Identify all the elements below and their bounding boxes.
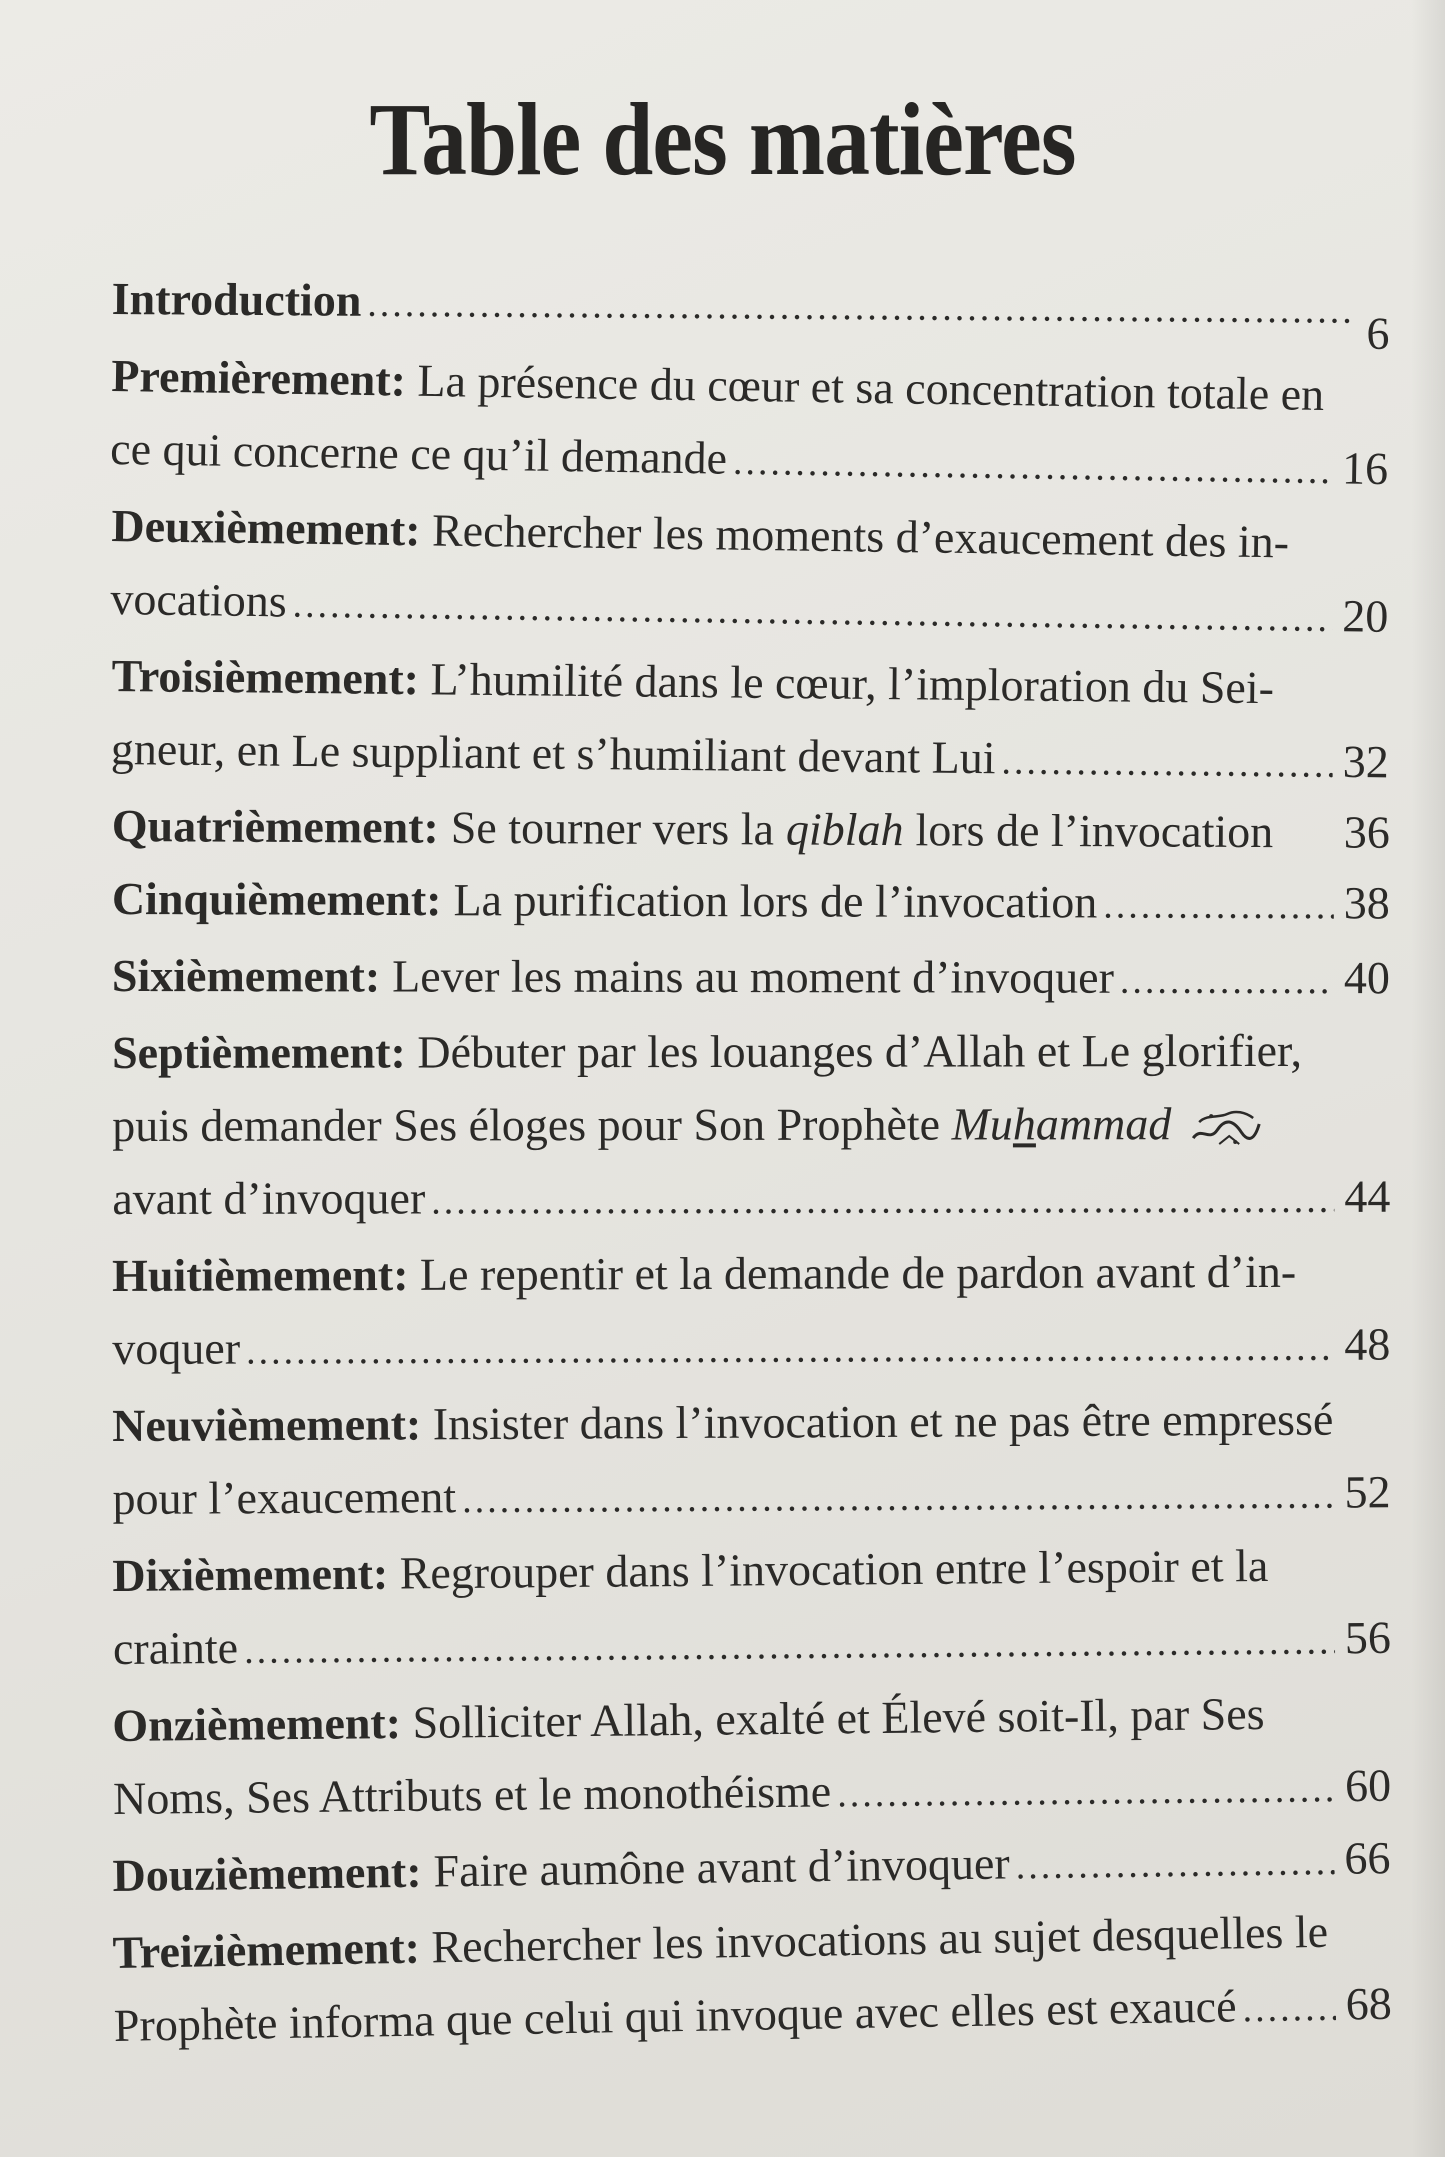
toc-entry-text: Débuter par les louanges d’Allah et Le glorifier, bbox=[417, 1024, 1303, 1078]
dot-leader bbox=[837, 1753, 1336, 1831]
toc-entry-troisiemement[interactable] bbox=[110, 639, 1390, 802]
toc-entry-label: Troisièmement: bbox=[111, 649, 420, 705]
toc-entry-page-number: 38 bbox=[1343, 877, 1390, 929]
toc-entry-premierement[interactable] bbox=[110, 339, 1390, 509]
toc-entry-page-number: 56 bbox=[1344, 1611, 1392, 1664]
toc-entry-label: Neuvièmement: bbox=[112, 1398, 422, 1451]
toc-entry-text-last-line: avant d’invoquer bbox=[112, 1172, 426, 1224]
toc-entry-text: Lever les mains au moment d’invoquer bbox=[392, 950, 1114, 1003]
dot-leader bbox=[1103, 869, 1334, 943]
toc-entry-text: Le repentir et la demande de pardon avant d’in- bbox=[419, 1245, 1297, 1300]
toc-entry-septiemement[interactable] bbox=[112, 1014, 1390, 1239]
toc-entry-text: Insister dans l’invocation et ne pas être empressé bbox=[432, 1393, 1334, 1450]
dot-leader bbox=[462, 1460, 1335, 1538]
page-spine-shadow bbox=[1411, 0, 1445, 2157]
toc-entry-page-number: 66 bbox=[1344, 1832, 1391, 1884]
dot-leader bbox=[732, 426, 1332, 508]
toc-entry-label: Deuxièmement: bbox=[111, 499, 421, 556]
salawat-calligraphy-icon bbox=[1189, 1108, 1263, 1148]
toc-entry-neuviemement[interactable] bbox=[112, 1382, 1391, 1539]
toc-entry-text-last-line: crainte bbox=[112, 1621, 239, 1674]
toc-entry-page-number: 32 bbox=[1342, 735, 1390, 788]
toc-entry-label: Huitièmement: bbox=[112, 1248, 409, 1301]
toc-entry-cinquiemement[interactable] bbox=[112, 862, 1390, 943]
dot-leader bbox=[1001, 725, 1333, 801]
toc-entry-label: Premièrement: bbox=[111, 349, 407, 406]
toc-entry-quatriemement[interactable] bbox=[112, 789, 1390, 869]
toc-entry-page-number: 40 bbox=[1343, 952, 1390, 1004]
toc-entry-onziemement[interactable] bbox=[112, 1676, 1392, 1839]
toc-entry-sixiemement[interactable] bbox=[112, 939, 1390, 1018]
toc-entry-page-number: 20 bbox=[1341, 590, 1389, 642]
dot-leader bbox=[246, 1312, 1334, 1389]
toc-entry-label: Onzièmement: bbox=[112, 1696, 402, 1751]
dot-leader bbox=[244, 1605, 1335, 1688]
toc-entry-text: Rechercher les moments d’exaucement des in- bbox=[431, 504, 1290, 568]
dot-leader bbox=[1242, 1972, 1337, 2047]
toc-entry-text-last-line: voquer bbox=[112, 1322, 241, 1374]
toc-entry-page-number: 44 bbox=[1344, 1170, 1391, 1222]
toc-entry-text-last-line: Prophète informa que celui qui invoque avec elles est exaucé bbox=[113, 1980, 1237, 2051]
toc-entry-page-number: 6 bbox=[1366, 307, 1390, 359]
toc-entry-text-last-line: vocations bbox=[110, 572, 288, 627]
toc-entry-treiziemement[interactable] bbox=[112, 1894, 1392, 2066]
toc-entry-text: Faire aumône avant d’invoquer bbox=[433, 1837, 1010, 1897]
dot-leader bbox=[1015, 1826, 1335, 1903]
toc-entry-text-last-line: gneur, en Le suppliant et s’humiliant devant Lui bbox=[110, 722, 996, 784]
toc-entry-page-number: 48 bbox=[1344, 1318, 1391, 1370]
toc-entry-label: Introduction bbox=[111, 272, 362, 326]
toc-entry-huitiemement[interactable] bbox=[112, 1235, 1391, 1389]
toc-entry-text-last-line: pour l’exaucement bbox=[112, 1471, 457, 1524]
dot-leader bbox=[431, 1164, 1334, 1239]
toc-entry-text: La présence du cœur et sa concentration totale en bbox=[417, 354, 1325, 421]
toc-entry-text: L’humilité dans le cœur, l’imploration du Sei- bbox=[430, 653, 1275, 714]
toc-entry-text-continued: lors de l’invocation bbox=[915, 804, 1274, 858]
toc-entry-label: Douzièmement: bbox=[112, 1845, 422, 1901]
toc-entry-text-last-line: Noms, Ses Attributs et le monothéisme bbox=[112, 1765, 832, 1824]
page-title: Table des matières bbox=[369, 81, 1076, 197]
toc-entry-label: Quatrièmement: bbox=[111, 799, 439, 853]
toc-entry-page-number: 16 bbox=[1341, 442, 1389, 495]
toc-entry-text: Rechercher les invocations au sujet desquelles le bbox=[431, 1905, 1329, 1973]
toc-entry-label: Treizièmement: bbox=[112, 1921, 421, 1978]
dot-leader bbox=[1120, 945, 1334, 1018]
toc-entry-text: Regrouper dans l’invocation entre l’espoir et la bbox=[399, 1539, 1269, 1599]
toc-entry-introduction[interactable] bbox=[111, 262, 1390, 359]
toc-entry-label: Septièmement: bbox=[112, 1026, 406, 1078]
toc-entry-italic-term: qiblah bbox=[785, 803, 904, 856]
toc-entry-page-number: 52 bbox=[1344, 1466, 1391, 1518]
toc-entry-page-number: 60 bbox=[1344, 1759, 1392, 1812]
dot-leader bbox=[367, 268, 1357, 348]
toc-entry-text: La purification lors de l’invocation bbox=[453, 874, 1098, 928]
toc-entry-dixiemement[interactable] bbox=[112, 1528, 1391, 1689]
toc-entry-text: Se tourner vers la bbox=[450, 801, 775, 855]
toc-entry-page-number: 36 bbox=[1343, 806, 1390, 858]
toc-entry-text-last-line: ce qui concerne ce qu’il demande bbox=[109, 422, 728, 484]
toc-entry-deuxiemement[interactable] bbox=[110, 489, 1390, 657]
toc-entry-label: Cinquièmement: bbox=[111, 872, 442, 926]
prophet-name: Muhammad bbox=[951, 1098, 1172, 1150]
table-of-contents bbox=[109, 262, 1393, 2066]
toc-entry-label: Dixièmement: bbox=[112, 1547, 389, 1601]
toc-entry-label: Sixièmement: bbox=[111, 950, 381, 1002]
toc-entry-page-number: 68 bbox=[1345, 1977, 1393, 2030]
toc-entry-text-line-2: puis demander Ses éloges pour Son Prophète bbox=[112, 1098, 941, 1151]
toc-entry-text: Solliciter Allah, exalté et Élevé soit-Il, par Ses bbox=[412, 1687, 1265, 1748]
